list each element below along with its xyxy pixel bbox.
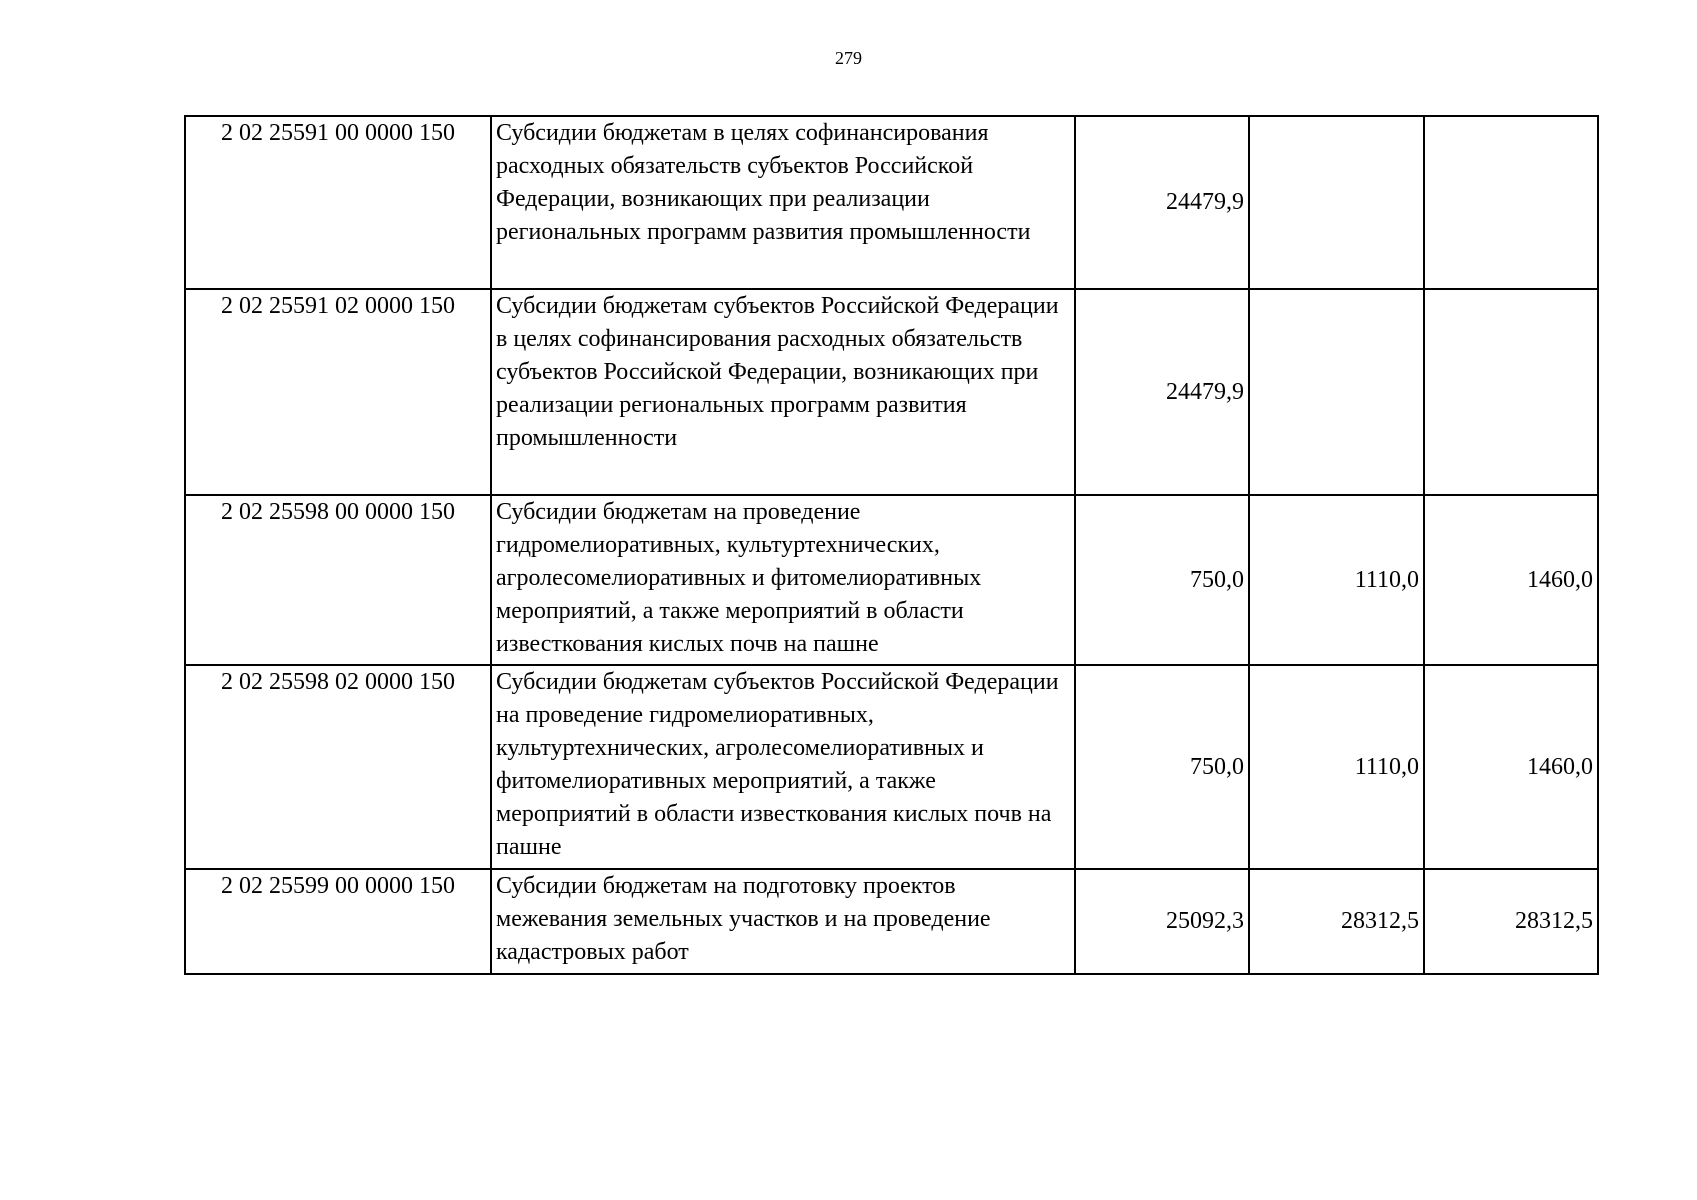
description-cell: Субсидии бюджетам субъектов Российской Федерации на проведение гидромелиоративных, культуртехнических, агролесомелиоративных и фитомелиоративных мероприятий, а также мероприятий в области известкования кислых почв на пашне [491,665,1075,869]
amount-cell-2 [1249,289,1424,495]
budget-code-cell: 2 02 25598 00 0000 150 [185,495,491,665]
amount-cell-2: 28312,5 [1249,869,1424,974]
budget-code-cell: 2 02 25591 00 0000 150 [185,116,491,289]
amount-cell-2 [1249,116,1424,289]
amount-cell-3 [1424,289,1598,495]
amount-cell-1: 24479,9 [1075,116,1249,289]
amount-cell-1: 25092,3 [1075,869,1249,974]
table-row [185,665,1598,869]
amount-cell-3: 28312,5 [1424,869,1598,974]
table-row [185,116,1598,289]
page-number: 279 [835,48,862,68]
description-cell: Субсидии бюджетам субъектов Российской Федерации в целях софинансирования расходных обязательств субъектов Российской Федерации, возникающих при реализации региональных программ развития промышленности [491,289,1075,495]
table-row [185,869,1598,974]
description-cell: Субсидии бюджетам в целях софинансирования расходных обязательств субъектов Российской Федерации, возникающих при реализации региональных программ развития промышленности [491,116,1075,289]
description-cell: Субсидии бюджетам на проведение гидромелиоративных, культуртехнических, агролесомелиоративных и фитомелиоративных мероприятий, а также мероприятий в области известкования кислых почв на пашне [491,495,1075,665]
amount-cell-2: 1110,0 [1249,665,1424,869]
amount-cell-1: 24479,9 [1075,289,1249,495]
amount-cell-3: 1460,0 [1424,495,1598,665]
budget-table [184,115,1599,975]
table-row [185,289,1598,495]
amount-cell-1: 750,0 [1075,495,1249,665]
budget-code-cell: 2 02 25599 00 0000 150 [185,869,491,974]
table-row [185,495,1598,665]
amount-cell-2: 1110,0 [1249,495,1424,665]
budget-code-cell: 2 02 25591 02 0000 150 [185,289,491,495]
description-cell: Субсидии бюджетам на подготовку проектов межевания земельных участков и на проведение кадастровых работ [491,869,1075,974]
amount-cell-3 [1424,116,1598,289]
amount-cell-1: 750,0 [1075,665,1249,869]
amount-cell-3: 1460,0 [1424,665,1598,869]
budget-code-cell: 2 02 25598 02 0000 150 [185,665,491,869]
